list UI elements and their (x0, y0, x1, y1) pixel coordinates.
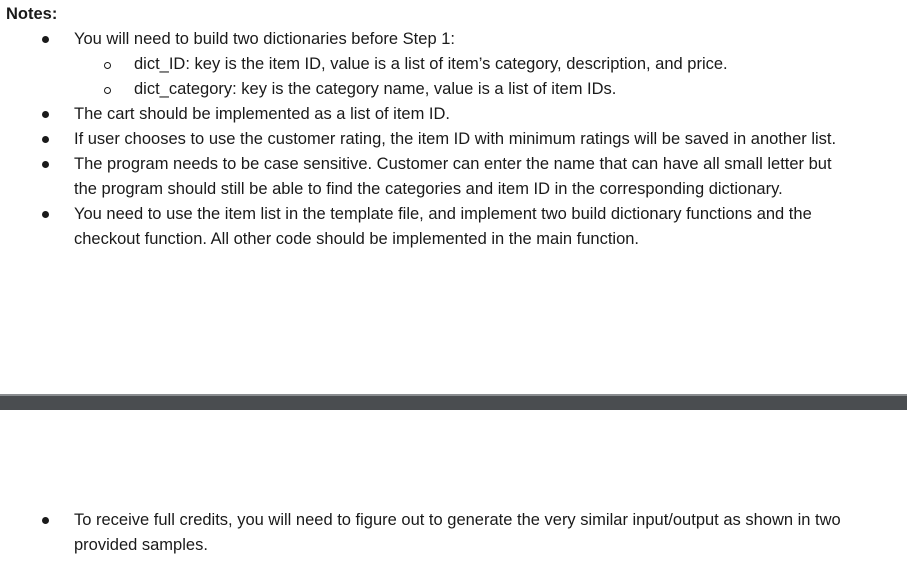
list-item-text: The cart should be implemented as a list of item ID. (74, 105, 451, 123)
list-item-text: To receive full credits, you will need to figure out to generate the very similar input/output as shown in two provided samples. (74, 511, 841, 554)
bullet-icon (42, 136, 49, 143)
footer-list (0, 508, 907, 558)
list-item (0, 508, 907, 558)
bullet-icon (42, 211, 49, 218)
hollow-bullet-icon (104, 87, 111, 94)
notes-heading: Notes: (6, 5, 58, 23)
list-item-text: The program needs to be case sensitive. Customer can enter the name that can have all small letter but the program should still be able to find the categories and item ID in the corresponding dictionary. (74, 155, 832, 198)
notes-list (0, 27, 907, 252)
list-item-text: You will need to build two dictionaries before Step 1: (74, 30, 455, 48)
list-item (0, 27, 907, 102)
sub-list-item-text: dict_category: key is the category name, value is a list of item IDs. (134, 80, 617, 98)
sub-list-item-text: dict_ID: key is the item ID, value is a list of item’s category, description, and price. (134, 55, 728, 73)
bullet-icon (42, 161, 49, 168)
bullet-icon (42, 111, 49, 118)
sub-list (74, 52, 857, 102)
list-item-text: You need to use the item list in the template file, and implement two build dictionary functions and the checkout function. All other code should be implemented in the main function. (74, 205, 812, 248)
list-item (0, 127, 907, 152)
list-item (0, 202, 907, 252)
section-divider (0, 394, 907, 410)
bullet-icon (42, 517, 49, 524)
sub-list-item (74, 52, 857, 77)
hollow-bullet-icon (104, 62, 111, 69)
list-item-text: If user chooses to use the customer rating, the item ID with minimum ratings will be saved in another list. (74, 130, 837, 148)
list-item (0, 102, 907, 127)
sub-list-item (74, 77, 857, 102)
list-item (0, 152, 907, 202)
bullet-icon (42, 36, 49, 43)
